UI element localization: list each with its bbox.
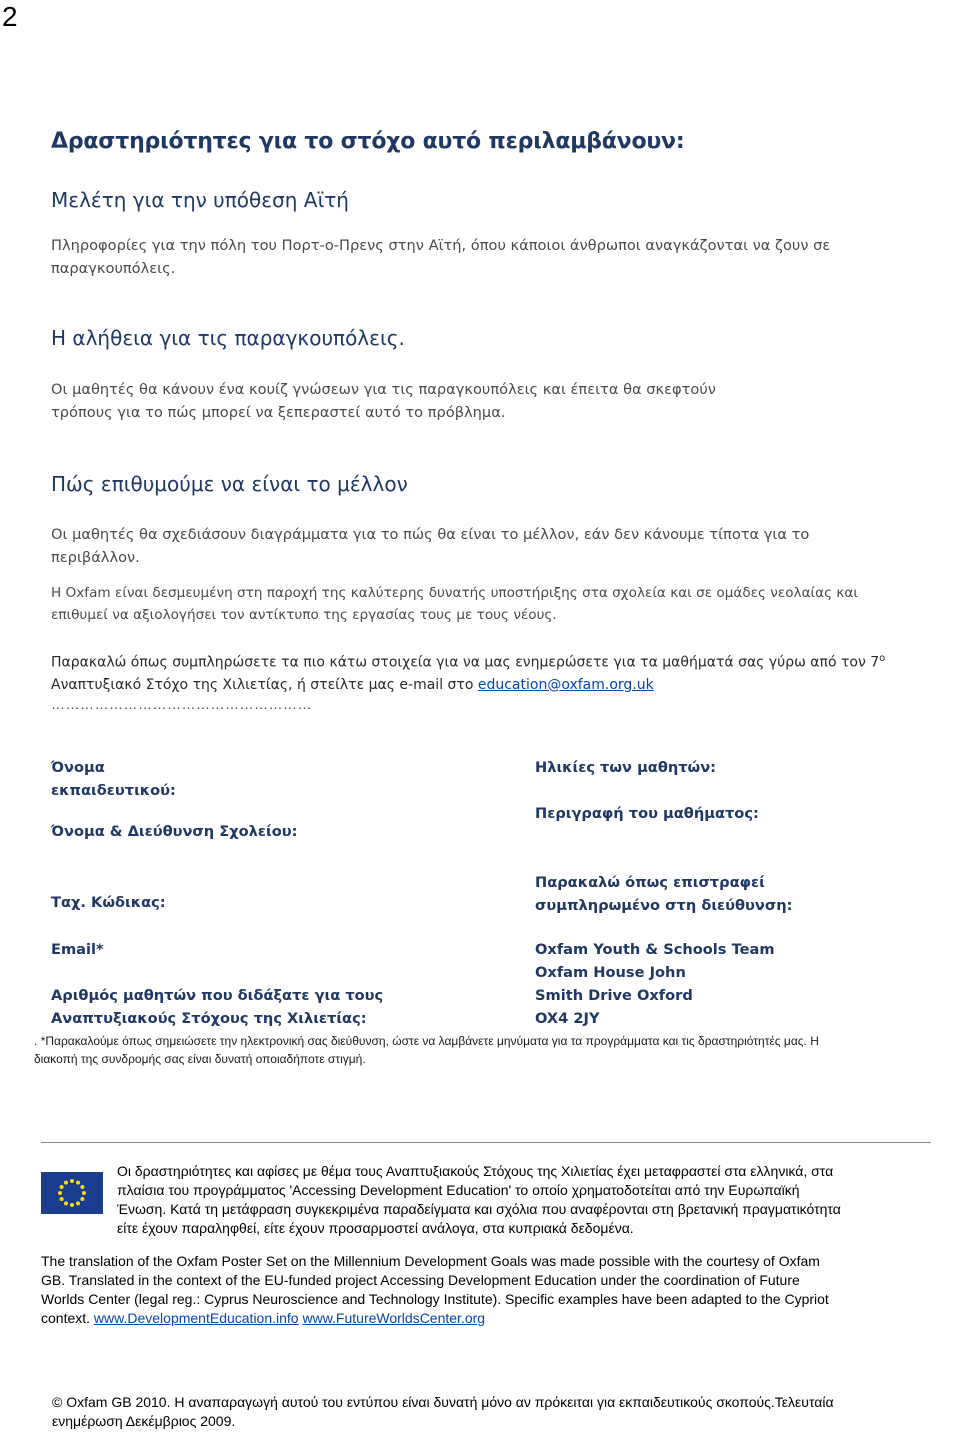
dotted-separator: ……………………………………………… xyxy=(51,696,312,712)
copyright-text: © Oxfam GB 2010. Η αναπαραγωγή αυτού του εντύπου είναι δυνατή μόνο αν πρόκειται για εκπαιδευτικούς σκοπούς.Τελευταία ενημέρωση Δεκέμβριος 2009. xyxy=(52,1394,834,1429)
heading-future: Πώς επιθυμούμε να είναι το μέλλον xyxy=(51,472,408,496)
footer-divider xyxy=(41,1142,931,1143)
future-text: Οι μαθητές θα σχεδιάσουν διαγράμματα για το πώς θα είναι το μέλλον, εάν δεν κάνουμε τίποτα για το περιβάλλον. xyxy=(51,526,810,566)
page-number: 2 xyxy=(2,1,18,32)
heading-activities: Δραστηριότητες για το στόχο αυτό περιλαμβάνουν: xyxy=(51,129,685,154)
email-note: . *Παρακαλούμε όπως σημειώσετε την ηλεκτρονική σας διεύθυνση, ώστε να λαμβάνετε μηνύματα για τα προγράμματα και τις δραστηριότητές μας. Η διακοπή της συνδρομής σας είναι δυνατή οποιαδήποτε στιγμή. xyxy=(34,1034,819,1066)
email-link[interactable]: education@oxfam.org.uk xyxy=(477,676,654,693)
truth-text: Οι μαθητές θα κάνουν ένα κουίζ γνώσεων για τις παραγκουπόλεις και έπειτα θα σκεφτούν τρόπους για το πώς μπορεί να ξεπεραστεί αυτό το πρόβλημα. xyxy=(51,381,716,421)
students-count-label: Αριθμός μαθητών που διδάξατε για τους Αναπτυξιακούς Στόχους της Χιλιετίας: xyxy=(51,987,384,1027)
oxfam-address: Oxfam Youth & Schools Team Oxfam House John Smith Drive Oxford OX4 2JY xyxy=(535,941,775,1027)
email-label: Email* xyxy=(51,941,104,958)
return-address-label: Παρακαλώ όπως επιστραφεί συμπληρωμένο στη διεύθυνση: xyxy=(535,874,793,914)
english-credit-text: The translation of the Oxfam Poster Set on the Millennium Development Goals was made possible with the courtesy of Oxfam GB. Translated in the context of the EU-funded project Accessing Development Education under the coordination of Future Worlds Center (legal reg.: Cyprus Neuroscience and Technology Institute). Specific examples have been adapted to the Cypriot context. www.DevelopmentEducation.info www.FutureWorldsCenter.org xyxy=(41,1253,829,1326)
school-name-label: Όνομα & Διεύθυνση Σχολείου: xyxy=(51,823,298,840)
eu-flag-icon xyxy=(41,1172,103,1214)
eu-funding-text: Οι δραστηριότητες και αφίσες με θέμα τους Αναπτυξιακούς Στόχους της Χιλιετίας έχει μεταφραστεί στα ελληνικά, στα πλαίσια του προγράμματος 'Accessing Development Education' το οποίο χρηματοδοτείται από την Ευρωπαϊκή Ένωση. Κατά τη μετάφραση συγκεκριμένα παραδείγματα και σχόλια που αναφέρονται στη βρετανική πραγματικότητα είτε έχουν παραληφθεί, είτε έχουν προσαρμοστεί ανάλογα, στα κυπριακά δεδομένα. xyxy=(117,1163,841,1236)
development-education-link[interactable]: www.DevelopmentEducation.info xyxy=(93,1310,299,1326)
teacher-name-label: Όνομα εκπαιδευτικού: xyxy=(51,759,176,799)
heading-haiti: Μελέτη για την υπόθεση Αϊτή xyxy=(51,188,349,212)
eu-stars xyxy=(41,1172,103,1214)
future-worlds-center-link[interactable]: www.FutureWorldsCenter.org xyxy=(302,1310,486,1326)
lesson-description-label: Περιγραφή του μαθήματος: xyxy=(535,805,759,822)
postal-code-label: Ταχ. Κώδικας: xyxy=(51,894,166,911)
request-text: Παρακαλώ όπως συμπληρώσετε τα πιο κάτω στοιχεία για να μας ενημερώσετε για τα μαθήματά σας γύρω από τον $7^o$ Αναπτυξιακό Στόχο της Χιλιετίας, ή στείλτε μας e-mail στο education@oxfam.org.uk xyxy=(51,653,886,693)
haiti-text: Πληροφορίες για την πόλη του Πορτ-ο-Πρενς στην Αϊτή, όπου κάποιοι άνθρωποι αναγκάζονται να ζουν σε παραγκουπόλεις. xyxy=(51,237,831,277)
student-ages-label: Ηλικίες των μαθητών: xyxy=(535,759,717,776)
heading-truth: Η αλήθεια για τις παραγκουπόλεις. xyxy=(51,326,405,350)
superscript-o: ο xyxy=(879,653,886,664)
oxfam-text: Η Oxfam είναι δεσμευμένη στη παροχή της καλύτερης δυνατής υποστήριξης στα σχολεία και σε ομάδες νεολαίας και επιθυμεί να αξιολογήσει τον αντίκτυπο της εργασίας τους με τους νέους. xyxy=(51,585,858,623)
